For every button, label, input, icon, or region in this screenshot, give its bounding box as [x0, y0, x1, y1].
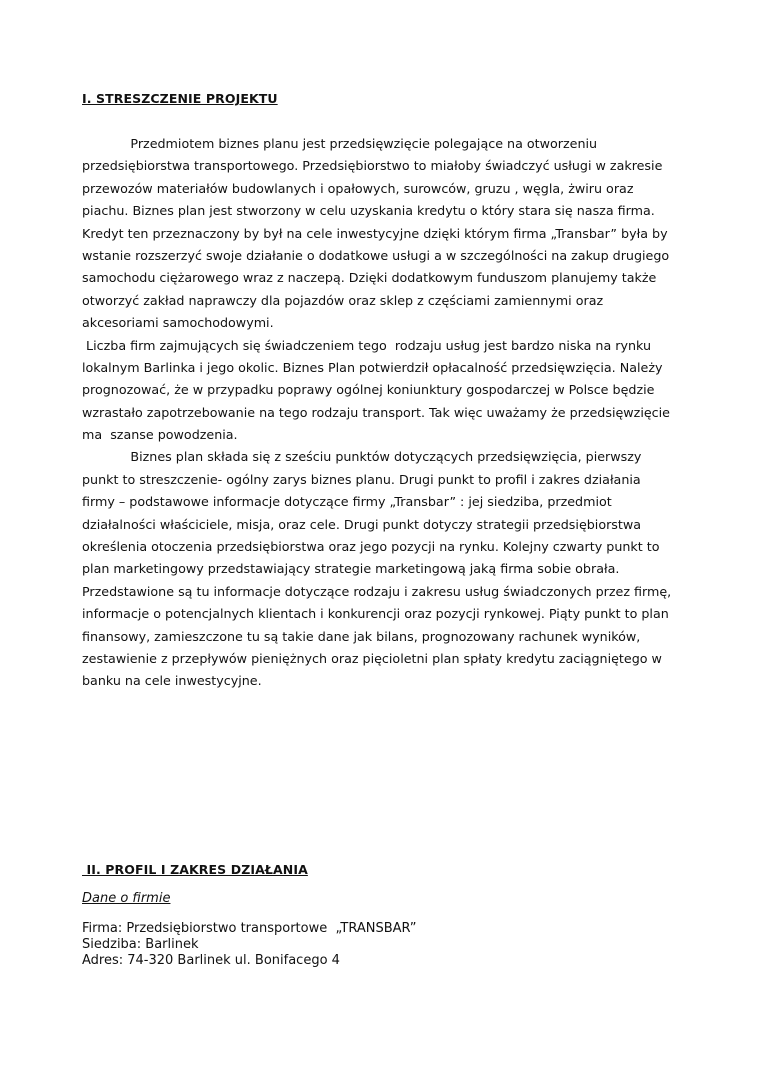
body-line: akcesoriami samochodowymi.	[82, 315, 274, 331]
body-line: finansowy, zamieszczone tu są takie dane jak bilans, prognozowany rachunek wyników,	[82, 628, 641, 644]
body-line: działalności właściciele, misja, oraz cele. Drugi punkt dotyczy strategii przedsiębiorstwa	[82, 516, 642, 532]
body-line: Liczba firm zajmujących się świadczeniem tego rodzaju usług jest bardzo niska na rynku	[82, 337, 652, 353]
body-line: wstanie rozszerzyć swoje działanie o dodatkowe usługi a w szczególności na zakup drugiego	[82, 247, 670, 263]
body-line: ma szanse powodzenia.	[82, 427, 238, 443]
body-line: banku na cele inwestycyjne.	[82, 673, 262, 689]
company-address-line: Adres: 74-320 Barlinek ul. Bonifacego 4	[82, 953, 340, 968]
company-seat-line: Siedziba: Barlinek	[82, 937, 199, 952]
body-line: określenia otoczenia przedsiębiorstwa oraz jego pozycji na rynku. Kolejny czwarty punkt to	[82, 539, 660, 555]
body-line: Przedstawione są tu informacje dotyczące rodzaju i zakresu usług świadczonych przez firmę,	[82, 583, 672, 599]
body-line: Biznes plan składa się z sześciu punktów dotyczących przedsięwzięcia, pierwszy	[82, 449, 642, 465]
body-line: zestawienie z przepływów pieniężnych oraz pięcioletni plan spłaty kredytu zaciągniętego w	[82, 650, 662, 666]
body-line: punkt to streszczenie- ogólny zarys biznes planu. Drugi punkt to profil i zakres działania	[82, 471, 641, 487]
body-line: Przedmiotem biznes planu jest przedsięwzięcie polegające na otworzeniu	[82, 136, 598, 151]
body-line: informacje o potencjalnych klientach i konkurencji oraz pozycji rynkowej. Piąty punkt to plan	[82, 606, 669, 622]
body-line: Kredyt ten przeznaczony by był na cele inwestycyjne dzięki którym firma „Transbar” była by	[82, 225, 668, 241]
body-line: piachu. Biznes plan jest stworzony w celu uzyskania kredytu o który stara się nasza firma.	[82, 203, 655, 219]
body-line: firmy – podstawowe informacje dotyczące firmy „Transbar” : jej siedziba, przedmiot	[82, 494, 612, 510]
body-line: lokalnym Barlinka i jego okolic. Biznes Plan potwierdził opłacalność przedsięwzięcia. Należy	[82, 359, 663, 375]
company-name-line: Firma: Przedsiębiorstwo transportowe „TRANSBAR”	[82, 921, 417, 936]
section-2-heading: II. PROFIL I ZAKRES DZIAŁANIA	[82, 862, 308, 877]
body-line: plan marketingowy przedstawiający strategie marketingową jaką firma sobie obrała.	[82, 561, 620, 577]
section-1-body	[82, 133, 682, 693]
company-data-subheading: Dane o firmie	[82, 891, 171, 906]
body-line: otworzyć zakład naprawczy dla pojazdów oraz sklep z częściami zamiennymi oraz	[82, 292, 604, 308]
body-line: prognozować, że w przypadku poprawy ogólnej koniunktury gospodarczej w Polsce będzie	[82, 382, 655, 398]
body-line: samochodu ciężarowego wraz z naczepą. Dzięki dodatkowym funduszom planujemy także	[82, 270, 657, 286]
body-line: wzrastało zapotrzebowanie na tego rodzaju transport. Tak więc uważamy że przedsięwzięcie	[82, 404, 670, 420]
body-line: przewozów materiałów budowlanych i opałowych, surowców, gruzu , węgla, żwiru oraz	[82, 180, 634, 196]
section-1-heading: I. STRESZCZENIE PROJEKTU	[82, 91, 278, 106]
company-info	[82, 921, 417, 969]
body-line: przedsiębiorstwa transportowego. Przedsiębiorstwo to miałoby świadczyć usługi w zakresie	[82, 158, 663, 174]
